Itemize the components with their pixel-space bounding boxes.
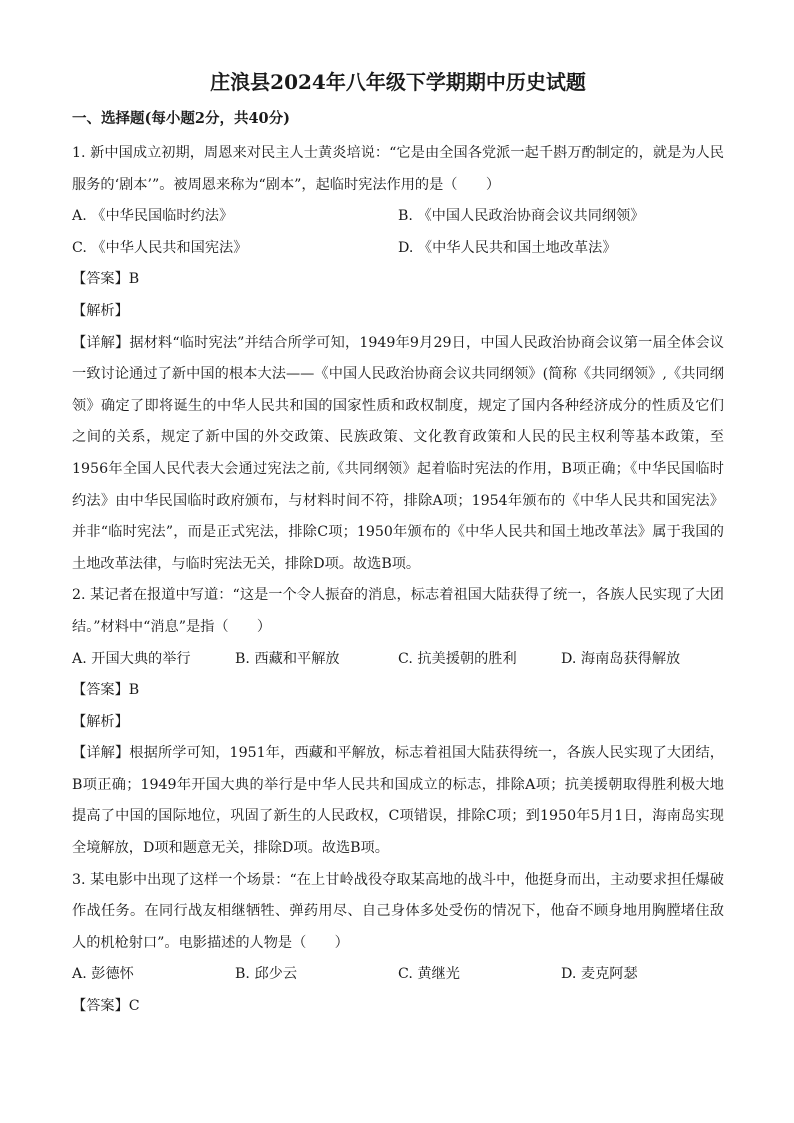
- question-1-options-row-2: [72, 233, 724, 265]
- option-d: D. 《中华人民共和国土地改革法》: [398, 239, 617, 256]
- analysis-label: 【解析】: [72, 713, 129, 730]
- answer-label: 【答案】B: [72, 271, 140, 288]
- option-a: A. 《中华民国临时约法》: [72, 208, 234, 225]
- option-c: C. 抗美援朝的胜利: [398, 650, 517, 667]
- question-3: [72, 865, 724, 1023]
- page-title: 庄浪县2024年八年级下学期期中历史试题: [210, 70, 586, 94]
- question-2-stem: 2. 某记者在报道中写道：“这是一个令人振奋的消息，标志着祖国大陆获得了统一，各族人民实现了大团结。”材料中“消息”是指（ ）: [72, 587, 724, 635]
- option-a: A. 开国大典的举行: [72, 650, 191, 667]
- question-3-options: [72, 959, 724, 991]
- question-1: [72, 138, 724, 580]
- option-b: B. 《中国人民政治协商会议共同纲领》: [398, 208, 645, 225]
- option-c: C. 《中华人民共和国宪法》: [72, 239, 248, 256]
- option-b: B. 邱少云: [235, 966, 298, 983]
- question-1-options-row-1: [72, 201, 724, 233]
- option-d: D. 海南岛获得解放: [561, 650, 681, 667]
- exam-page: [72, 68, 724, 1023]
- explanation-text: 【详解】据材料“临时宪法”并结合所学可知，1949年9月29日，中国人民政治协商会议第一届全体会议一致讨论通过了新中国的根本大法——《中国人民政治协商会议共同纲领》(简称《共同纲领》,《共同纲领》确定了即将诞生的中华人民共和国的国家性质和政权制度，规定了国内各种经济成分的性质及它们之间的关系，规定了新中国的外交政策、民族政策、文化教育政策和人民的民主权利等基本政策，至1956年全国人民代表大会通过宪法之前,《共同纲领》起着临时宪法的作用，B项正确；《中华民国临时约法》由中华民国临时政府颁布，与材料时间不符，排除A项；1954年颁布的《中华人民共和国宪法》并非“临时宪法”，而是正式宪法，排除C项；1950年颁布的《中华人民共和国土地改革法》属于我国的土地改革法律，与临时宪法无关，排除D项。故选B项。: [72, 334, 724, 572]
- answer-label: 【答案】B: [72, 682, 140, 699]
- option-a: A. 彭德怀: [72, 966, 134, 983]
- question-3-stem: 3. 某电影中出现了这样一个场景：“在上甘岭战役夺取某高地的战斗中，他挺身而出，主动要求担任爆破作战任务。在同行战友相继牺牲、弹药用尽、自己身体多处受伤的情况下，他奋不顾身地用胸膛堵住敌人的机枪射口”。电影描述的人物是（ ）: [72, 871, 724, 951]
- question-1-stem: 1. 新中国成立初期，周恩来对民主人士黄炎培说：“它是由全国各党派一起千斟万酌制定的，就是为人民服务的‘剧本’”。被周恩来称为“剧本”，起临时宪法作用的是（ ）: [72, 145, 724, 193]
- option-c: C. 黄继光: [398, 966, 460, 983]
- answer-label: 【答案】C: [72, 998, 140, 1015]
- section-heading: 一、选择题(每小题2分，共40分): [72, 110, 290, 127]
- option-d: D. 麦克阿瑟: [561, 966, 638, 983]
- question-2-options: [72, 644, 724, 676]
- explanation-text: 【详解】根据所学可知，1951年，西藏和平解放，标志着祖国大陆获得统一，各族人民实现了大团结，B项正确；1949年开国大典的举行是中华人民共和国成立的标志，排除A项；抗美援朝取得胜利极大地提高了中国的国际地位，巩固了新生的人民政权，C项错误，排除C项；到1950年5月1日，海南岛实现全境解放，D项和题意无关，排除D项。故选B项。: [72, 745, 724, 857]
- analysis-label: 【解析】: [72, 302, 129, 319]
- question-2: [72, 580, 724, 864]
- option-b: B. 西藏和平解放: [235, 650, 340, 667]
